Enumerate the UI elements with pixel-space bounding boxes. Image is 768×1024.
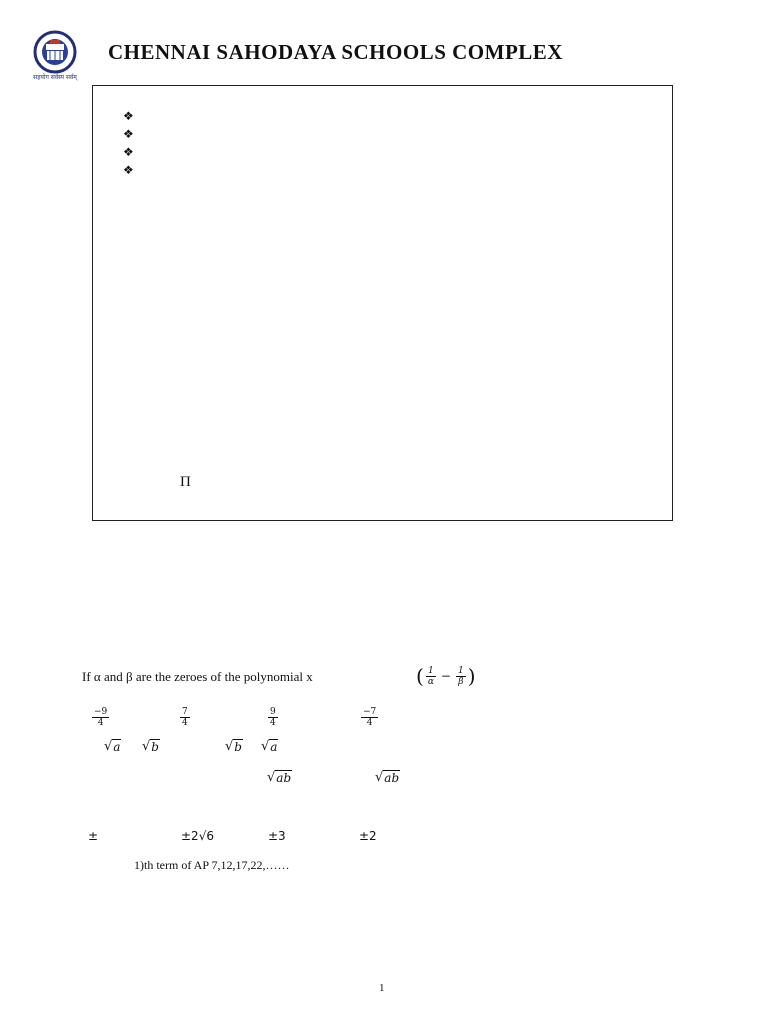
bullet-icon: ❖ [123, 163, 134, 177]
option-3b: ±2√6 [181, 829, 214, 843]
option-3a: ± [88, 829, 99, 843]
option-1c: $\frac{9}{4}$ [270, 707, 276, 728]
instructions-box [92, 85, 673, 521]
option-3c: ±3 [268, 829, 286, 843]
bullet-icon: ❖ [123, 109, 134, 123]
root-expression: √ a [104, 739, 121, 754]
question-4-text: 1)th term of AP 7,12,17,22,…… [134, 858, 290, 872]
bullet-icon: ❖ [123, 145, 134, 159]
option-1a: $\frac{-9}{4}$ [94, 707, 108, 728]
root-expression: √ b [142, 739, 159, 754]
bullet-icon: ❖ [123, 127, 134, 141]
page-number: 1 [379, 982, 385, 994]
logo-motto: सहयोग सर्वस्य सर्वम् [33, 74, 77, 81]
option-1b: $\frac{7}{4}$ [182, 707, 188, 728]
root-expression: √ a [261, 739, 278, 754]
root-expression: √ ab [267, 770, 292, 785]
school-logo [24, 30, 86, 82]
root-expression: √ b [225, 739, 242, 754]
option-1d: $\frac{-7}{4}$ [363, 707, 377, 728]
option-3d: ±2 [359, 829, 377, 843]
page-title: CHENNAI SAHODAYA SCHOOLS COMPLEX [108, 40, 563, 64]
question-1-text: If α and β are the zeroes of the polynomial x [82, 669, 313, 684]
root-expression: √ ab [375, 770, 400, 785]
question-1-expression: ( $\frac{1}{\alpha}$ − $\frac{1}{\beta}$ ) [416, 664, 476, 688]
pi-symbol: Π [180, 474, 191, 490]
